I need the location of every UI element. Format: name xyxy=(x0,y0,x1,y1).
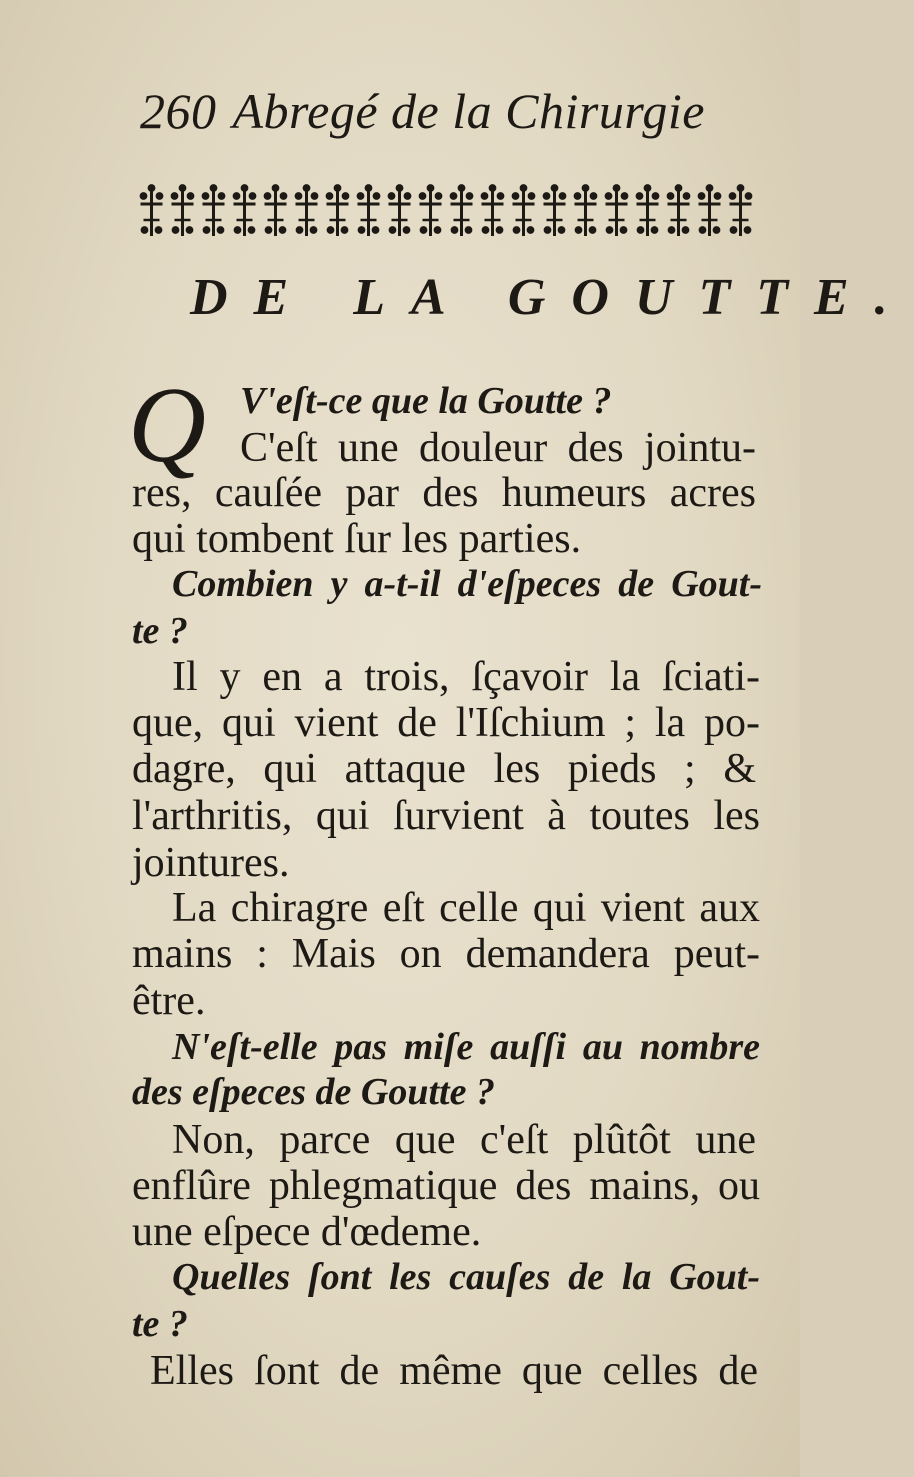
text-line: C'eſt une douleur des jointu- xyxy=(240,425,756,471)
fleuron-icon xyxy=(698,185,721,236)
text-line: Elles ſont de même que celles de xyxy=(150,1348,758,1394)
fleuron-icon xyxy=(326,185,349,236)
page-header xyxy=(140,82,705,140)
question-line: des eſpeces de Goutte ? xyxy=(132,1071,495,1113)
text-line: qui tombent ſur les parties. xyxy=(132,516,582,562)
fleuron-icon xyxy=(605,185,628,236)
text-line: l'arthritis, qui ſurvient à toutes les xyxy=(132,793,760,839)
question-line: N'eſt-elle pas miſe auſſi au nombre xyxy=(172,1026,760,1068)
fleuron-icon xyxy=(450,185,473,236)
fleuron-icon xyxy=(419,185,442,236)
fleuron-icon xyxy=(202,185,225,236)
fleuron-icon xyxy=(264,185,287,236)
question-line: te ? xyxy=(132,610,188,652)
text-line: dagre, qui attaque les pieds ; & xyxy=(132,746,756,792)
running-title: Abregé de la Chirurgie xyxy=(232,83,705,139)
fleuron-icon xyxy=(636,185,659,236)
page-number: 260 xyxy=(140,83,217,139)
fleuron-ornament-band xyxy=(136,182,756,242)
fleuron-icon xyxy=(543,185,566,236)
fleuron-icon xyxy=(233,185,256,236)
text-line: Il y en a trois, ſçavoir la ſciati- xyxy=(172,654,760,700)
text-line: mains : Mais on demandera peut- xyxy=(132,931,760,977)
fleuron-icon xyxy=(140,185,163,236)
question-line: Combien y a-t-il d'eſpeces de Gout- xyxy=(172,563,762,605)
drop-cap: Q xyxy=(128,366,206,485)
text-line: être. xyxy=(132,978,206,1024)
fleuron-icon xyxy=(667,185,690,236)
fleuron-icon xyxy=(574,185,597,236)
text-line: La chiragre eſt celle qui vient aux xyxy=(172,885,760,931)
text-line: res, cauſée par des humeurs acres xyxy=(132,470,756,516)
text-line: Non, parce que c'eſt plûtôt une xyxy=(172,1117,756,1163)
text-line: que, qui vient de l'Iſchium ; la po- xyxy=(132,700,760,746)
fleuron-icon xyxy=(388,185,411,236)
question-line: Quelles ſont les cauſes de la Gout- xyxy=(172,1256,760,1298)
section-title: DE LA GOUTTE. xyxy=(190,269,914,326)
fleuron-icon xyxy=(295,185,318,236)
text-line: une eſpece d'œdeme. xyxy=(132,1209,482,1255)
fleuron-icon xyxy=(729,185,752,236)
fleuron-icon xyxy=(512,185,535,236)
fleuron-icon xyxy=(357,185,380,236)
fleuron-icon xyxy=(171,185,194,236)
question-line: te ? xyxy=(132,1303,188,1345)
question-line: V'eſt-ce que la Goutte ? xyxy=(240,380,612,422)
text-line: enflûre phlegmatique des mains, ou xyxy=(132,1163,760,1209)
fleuron-icon xyxy=(481,185,504,236)
text-line: jointures. xyxy=(132,840,290,886)
